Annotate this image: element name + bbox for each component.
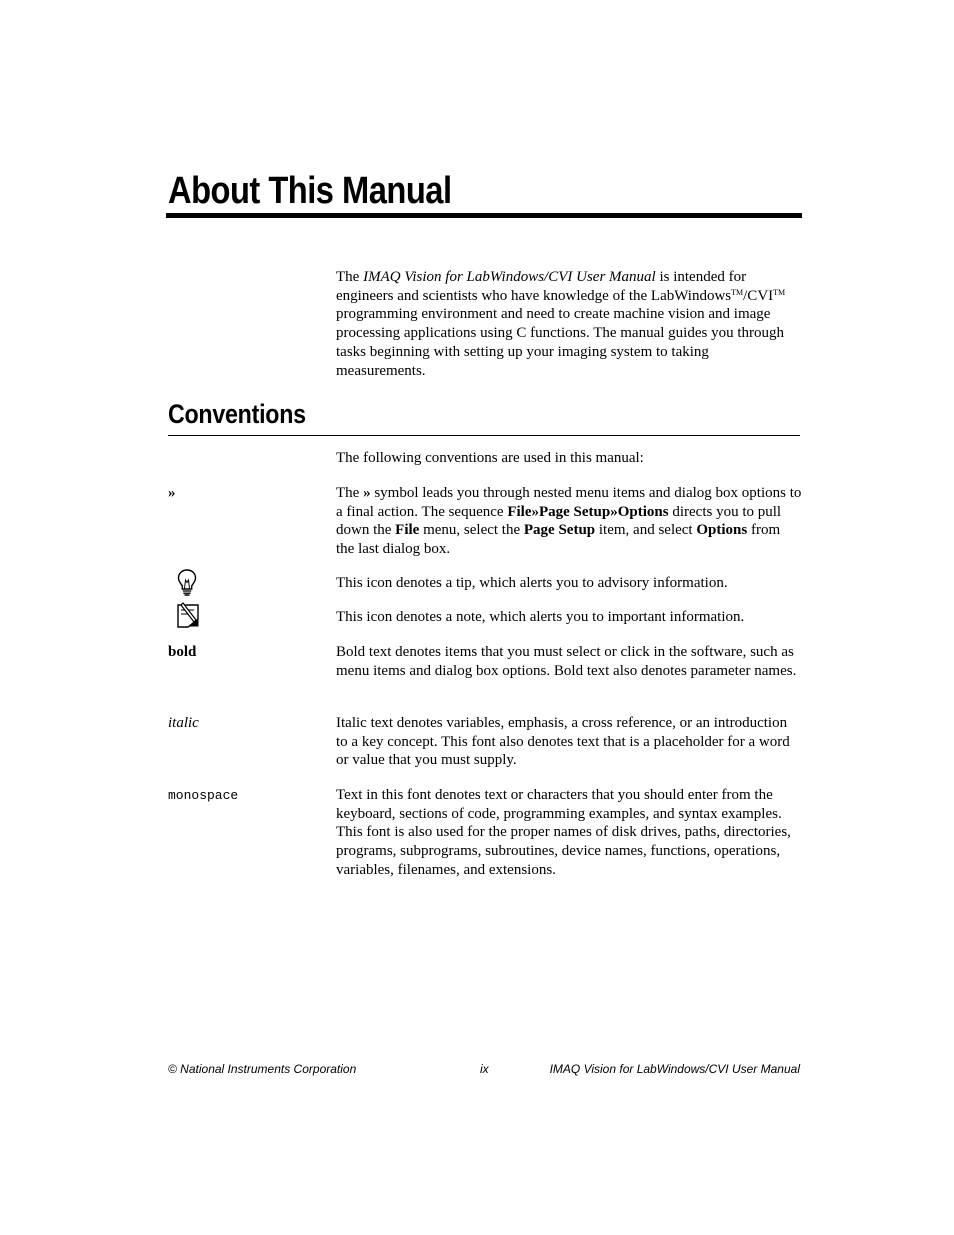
convention-term-arrow: » <box>168 485 176 501</box>
convention-desc-note: This icon denotes a note, which alerts you to important information. <box>336 609 745 625</box>
page-title: About This Manual <box>168 170 452 212</box>
convention-desc-monospace: Text in this font denotes text or characters that you should enter from the keyboard, sections of code, programming examples, and syntax examples. This font is also used for the proper names of disk drives, paths, directories, programs, subprograms, subroutines, device names, functions, operations, variables, filenames, and extensions. <box>336 787 791 878</box>
lightbulb-tip-icon <box>174 568 200 598</box>
title-rule <box>166 213 802 218</box>
section-rule <box>168 435 800 436</box>
trademark-symbol: TM <box>731 287 744 297</box>
convention-term-bold: bold <box>168 644 197 660</box>
convention-term-italic: italic <box>168 715 199 731</box>
trademark-symbol: TM <box>773 287 786 297</box>
convention-term-monospace: monospace <box>168 788 239 803</box>
footer-copyright: © National Instruments Corporation <box>168 1062 357 1076</box>
intro-paragraph: The IMAQ Vision for LabWindows/CVI User Manual is intended for engineers and scientists who have knowledge of the LabWindows™/CVI™ programming environment and need to create machine vision and image processing applications using C functions. The manual guides you through tasks beginning with setting up your imaging system to taking measurements. <box>336 269 786 379</box>
convention-desc-bold: Bold text denotes items that you must select or click in the software, such as menu items and dialog box options. Bold text also denotes parameter names. <box>336 644 797 679</box>
convention-desc-tip: This icon denotes a tip, which alerts you to advisory information. <box>336 575 728 591</box>
convention-desc-arrow: The » symbol leads you through nested menu items and dialog box options to a final action. The sequence File»Page Setup»Options directs you to pull down the File menu, select the Page Setup item, and select Options from the last dialog box. <box>336 485 802 558</box>
note-pencil-icon <box>174 602 204 630</box>
footer-page-number: ix <box>480 1062 489 1076</box>
convention-desc-italic: Italic text denotes variables, emphasis, a cross reference, or an introduction to a key concept. This font also denotes text that is a placeholder for a word or value that you must supply. <box>336 715 790 769</box>
conventions-intro: The following conventions are used in this manual: <box>336 450 644 466</box>
section-heading-conventions: Conventions <box>168 399 306 429</box>
footer-manual-title: IMAQ Vision for LabWindows/CVI User Manual <box>549 1062 800 1076</box>
manual-title: IMAQ Vision for LabWindows/CVI User Manual <box>363 269 656 285</box>
